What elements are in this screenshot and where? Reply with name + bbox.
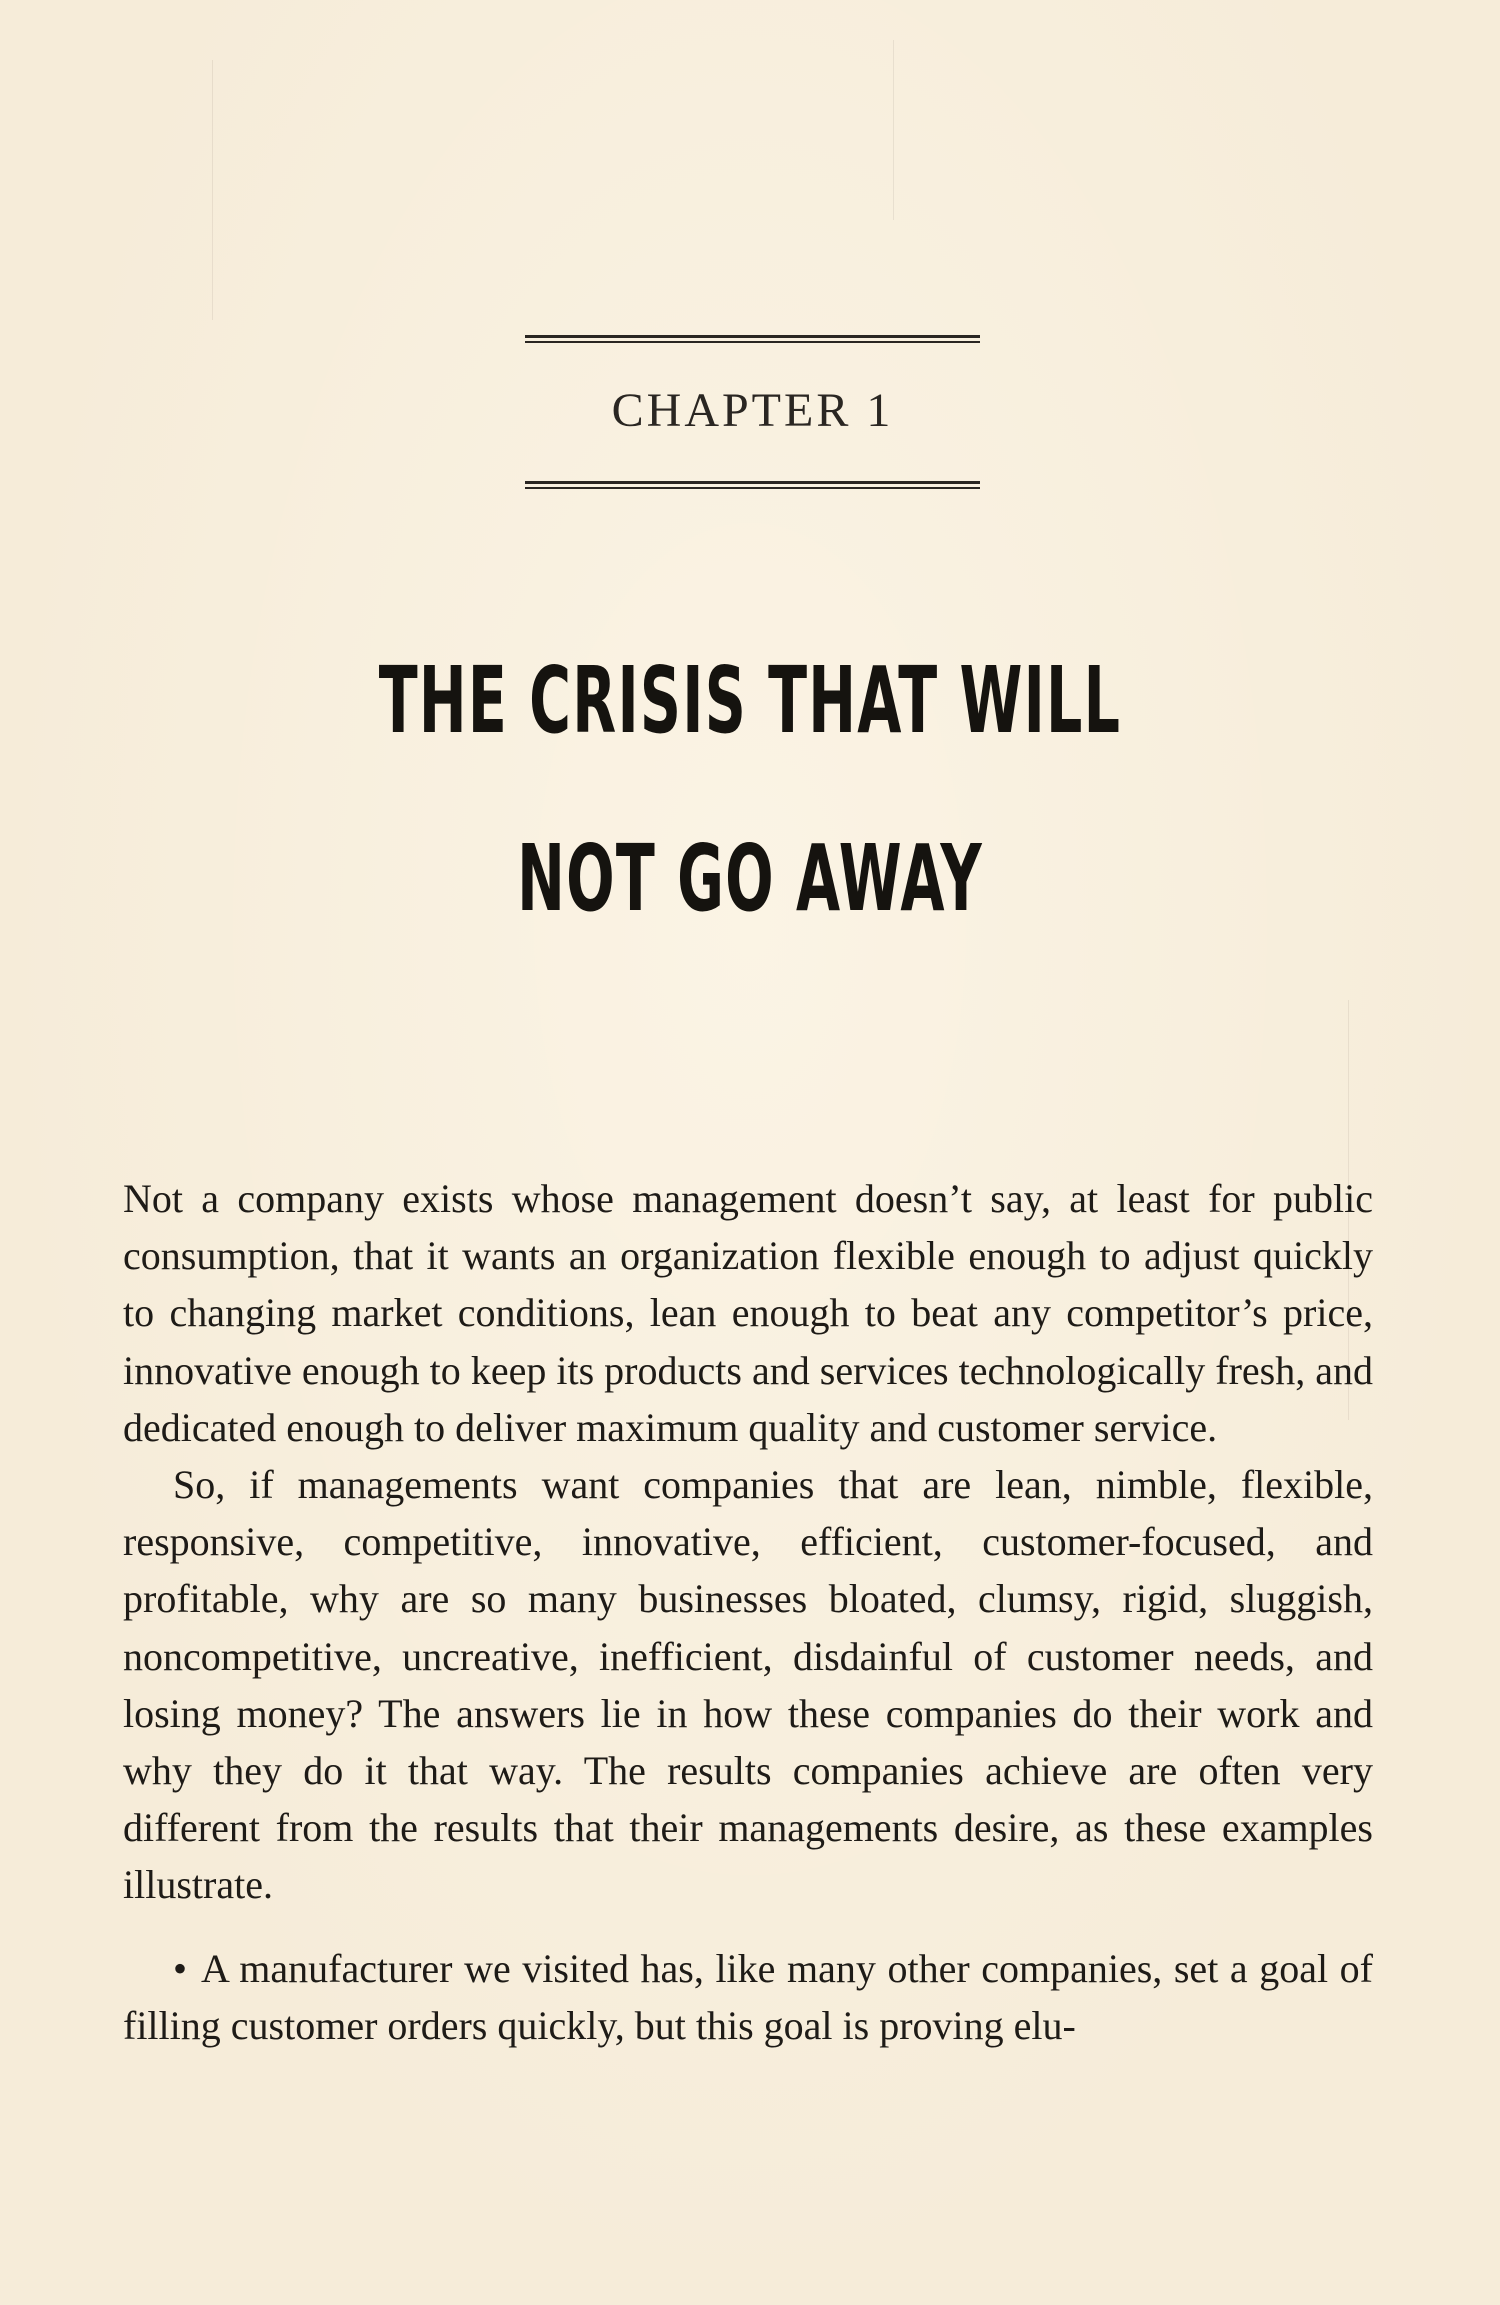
paragraph-2: So, if managements want companies that are lean, nimble, flexible, responsive, competitive, innovative, efficient, customer-focused, and profitable, why are so many businesses bloated, clumsy, rigid, sluggish, noncompetitive, uncreative, inefficient, disdainful of customer needs, and losing money? The answers lie in how these companies do their work and why they do it that way. The results companies achieve are often very different from the results that their managements desire, as these examples illustrate. [123, 1462, 1373, 1908]
chapter-title [285, 612, 1215, 968]
chapter-label: CHAPTER 1 [611, 384, 894, 437]
paragraph-1: Not a company exists whose management doesn’t say, at least for public consumption, that it wants an organization flexible enough to adjust quickly to changing market conditions, lean enough to beat any competitor’s price, innovative enough to keep its products and services technologically fresh, and dedicated enough to deliver maximum quality and customer service. [123, 1176, 1373, 1450]
bullet-item-1-text: A manufacturer we visited has, like many other companies, set a goal of filling customer orders quickly, but this goal is proving elu- [123, 1945, 1373, 2048]
body-text [123, 1170, 1373, 2054]
top-double-rule [525, 335, 980, 343]
chapter-title-line-1: THE CRISIS THAT WILL [378, 647, 1122, 754]
scan-artifact [893, 40, 894, 220]
chapter-heading [525, 335, 980, 489]
scan-artifact [212, 60, 213, 320]
bullet-icon: • [173, 1945, 188, 1991]
bullet-item-1 [123, 1940, 1373, 2054]
bottom-double-rule [525, 481, 980, 489]
chapter-title-line-2: NOT GO AWAY [517, 825, 983, 932]
